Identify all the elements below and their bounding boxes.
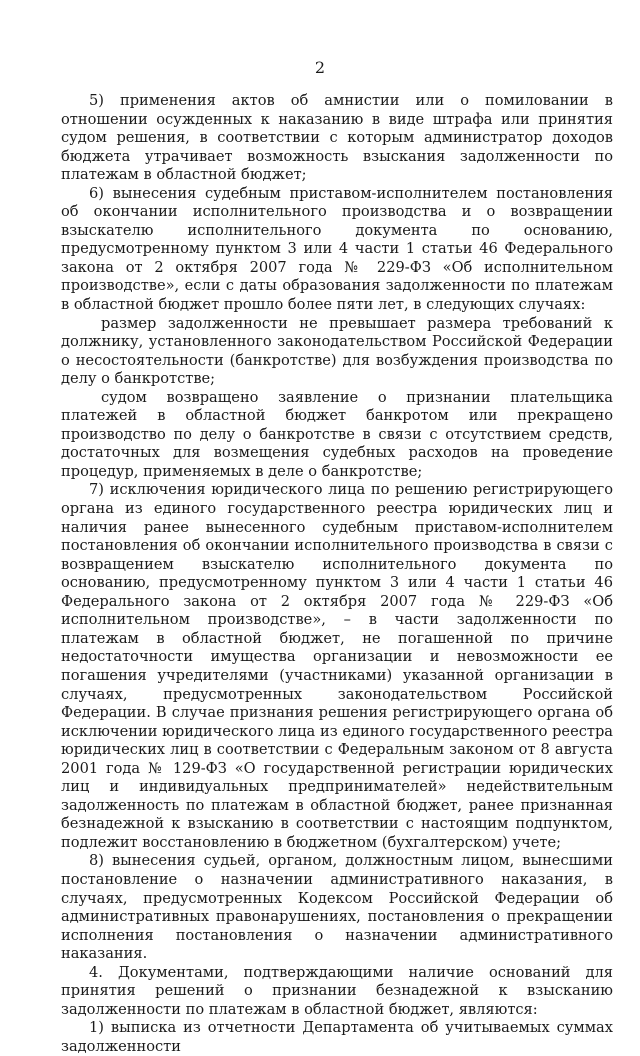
paragraph-section-4-item-1: 1) выписка из отчетности Департамента об учитываемых суммах задолженности bbox=[61, 1019, 613, 1055]
paragraph-item-5: 5) применения актов об амнистии или о помиловании в отношении осужденных к наказанию в виде штрафа или принятия судом решения, в соответствии с которым администратор доходов бюджета утрачивает возможность взыскания задолженности по платежам в областной бюджет; bbox=[61, 92, 613, 184]
paragraph-subcase-bankruptcy: судом возвращено заявление о признании плательщика платежей в областной бюджет банкротом или прекращено производство по делу о банкротстве в связи с отсутствием средств, достаточных для возмещения судебных расходов на проведение процедур, применяемых в деле о банкротстве; bbox=[61, 388, 613, 480]
page-number: 2 bbox=[314, 58, 326, 77]
paragraph-item-8: 8) вынесения судьей, органом, должностным лицом, вынесшими постановление о назначении административного наказания, в случаях, предусмотренных Кодексом Российской Федерации об административных правонарушениях, постановления о прекращении исполнения постановления о назначении административного наказания. bbox=[61, 852, 613, 963]
paragraph-section-4: 4. Документами, подтверждающими наличие оснований для принятия решений о признании безнадежной к взысканию задолженности по платежам в областной бюджет, являются: bbox=[61, 963, 613, 1018]
paragraph-subcase-debt-size: размер задолженности не превышает размера требований к должнику, установленного законодательством Российской Федерации о несостоятельности (банкротстве) для возбуждения производства по делу о банкротстве; bbox=[61, 314, 613, 388]
paragraph-item-6: 6) вынесения судебным приставом-исполнителем постановления об окончании исполнительного производства и о возвращении взыскателю исполнительного документа по основанию, предусмотренному пунктом 3 или 4 части 1 статьи 46 Федерального закона от 2 октября 2007 года № 229-ФЗ «Об исполнительном производстве», если с даты образования задолженности по платежам в областной бюджет прошло более пяти лет, в следующих случаях: bbox=[61, 184, 613, 314]
document-body bbox=[61, 92, 613, 1056]
paragraph-item-7: 7) исключения юридического лица по решению регистрирующего органа из единого государственного реестра юридических лиц и наличия ранее вынесенного судебным приставом-исполнителем постановления об окончании исполнительного производства в связи с возвращением взыскателю исполнительного документа по основанию, предусмотренному пунктом 3 или 4 части 1 статьи 46 Федерального закона от 2 октября 2007 года № 229-ФЗ «Об исполнительном производстве», – в части задолженности по платежам в областной бюджет, не погашенной по причине недостаточности имущества организации и невозможности ее погашения учредителями (участниками) указанной организации в случаях, предусмотренных законодательством Российской Федерации. В случае признания решения регистрирующего органа об исключении юридического лица из единого государственного реестра юридических лиц в соответствии с Федеральным законом от 8 августа 2001 года № 129-ФЗ «О государственной регистрации юридических лиц и индивидуальных предпринимателей» недействительным задолженность по платежам в областной бюджет, ранее признанная безнадежной к взысканию в соответствии с настоящим подпунктом, подлежит восстановлению в бюджетном (бухгалтерском) учете; bbox=[61, 481, 613, 851]
